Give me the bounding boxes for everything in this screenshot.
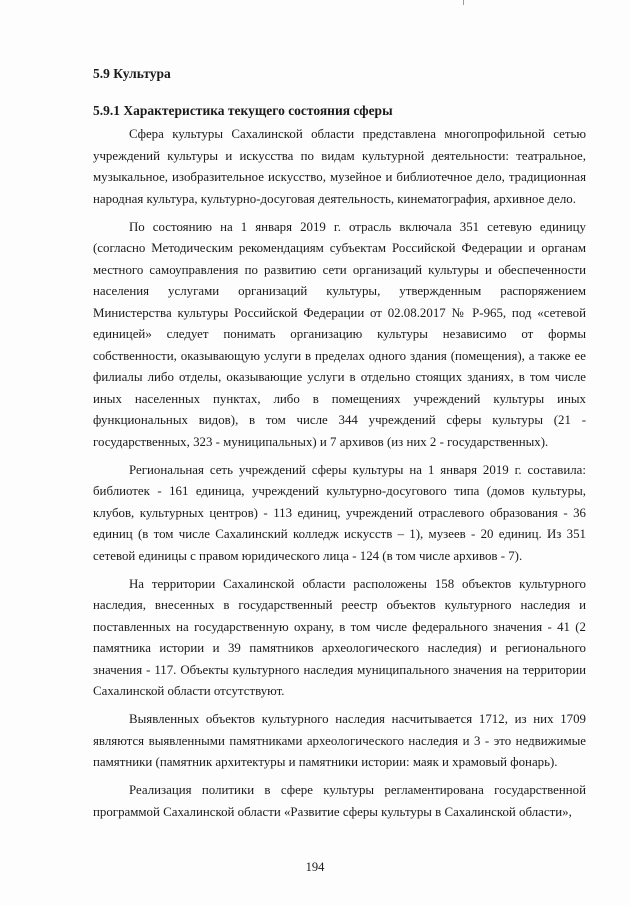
paragraph-culture-sphere: Сфера культуры Сахалинской области представлена многопрофильной сетью учреждений культуры и искусства по видам культурной деятельности: театральное, музыкальное, изобразительное искусство, музейное и библиотечное дело, традиционная народная культура, культурно-досуговая деятельность, кинематография, архивное дело.: [93, 127, 586, 206]
paragraph-regional-network: Региональная сеть учреждений сферы культуры на 1 января 2019 г. составила: библиотек - 161 единица, учреждений культурно-досугового типа (домов культуры, клубов, культурных центров) - 113 единиц, учреждений отраслевого образования - 36 единиц (в том числе Сахалинский колледж искусств – 1), музеев - 20 единиц. Из 351 сетевой единицы с правом юридического лица - 124 (в том числе архивов - 7).: [93, 462, 586, 563]
document-body: [93, 124, 586, 830]
paragraph-state-program: Реализация политики в сфере культуры регламентирована государственной программой Сахалинской области «Развитие сферы культуры в Сахалинской области»,: [93, 783, 586, 819]
scan-artifact-mark: [463, 0, 464, 5]
section-heading: 5.9 Культура: [93, 66, 171, 81]
paragraph-heritage-objects: На территории Сахалинской области расположены 158 объектов культурного наследия, внесенных в государственный реестр объектов культурного наследия и поставленных на государственную охрану, в том числе федерального значения - 41 (2 памятника истории и 39 памятников археологического наследия) и регионального значения - 117. Объекты культурного наследия муниципального значения на территории Сахалинской области отсутствуют.: [93, 576, 586, 698]
page-number: 194: [305, 860, 325, 874]
paragraph-identified-objects: Выявленных объектов культурного наследия насчитывается 1712, из них 1709 являются выявленными памятниками археологического наследия и 3 - это недвижимые памятники (памятник архитектуры и памятники истории: маяк и храмовый фонарь).: [93, 712, 586, 769]
paragraph-network-units: По состоянию на 1 января 2019 г. отрасль включала 351 сетевую единицу (согласно Методическим рекомендациям субъектам Российской Федерации и органам местного самоуправления по развитию сети организаций культуры и обеспеченности населения услугами организаций культуры, утвержденным распоряжением Министерства культуры Российской Федерации от 02.08.2017 № Р-965, под «сетевой единицей» следует понимать организацию культуры независимо от формы собственности, оказывающую услуги в пределах одного здания (помещения), а также ее филиалы либо отделы, оказывающие услуги в отдельно стоящих зданиях, в том числе иных населенных пунктах, либо в помещениях учреждений культуры иных функциональных видов), в том числе 344 учреждений сферы культуры (21 - государственных, 323 - муниципальных) и 7 архивов (из них 2 - государственных).: [93, 219, 586, 449]
subsection-heading: 5.9.1 Характеристика текущего состояния сферы: [93, 103, 393, 118]
